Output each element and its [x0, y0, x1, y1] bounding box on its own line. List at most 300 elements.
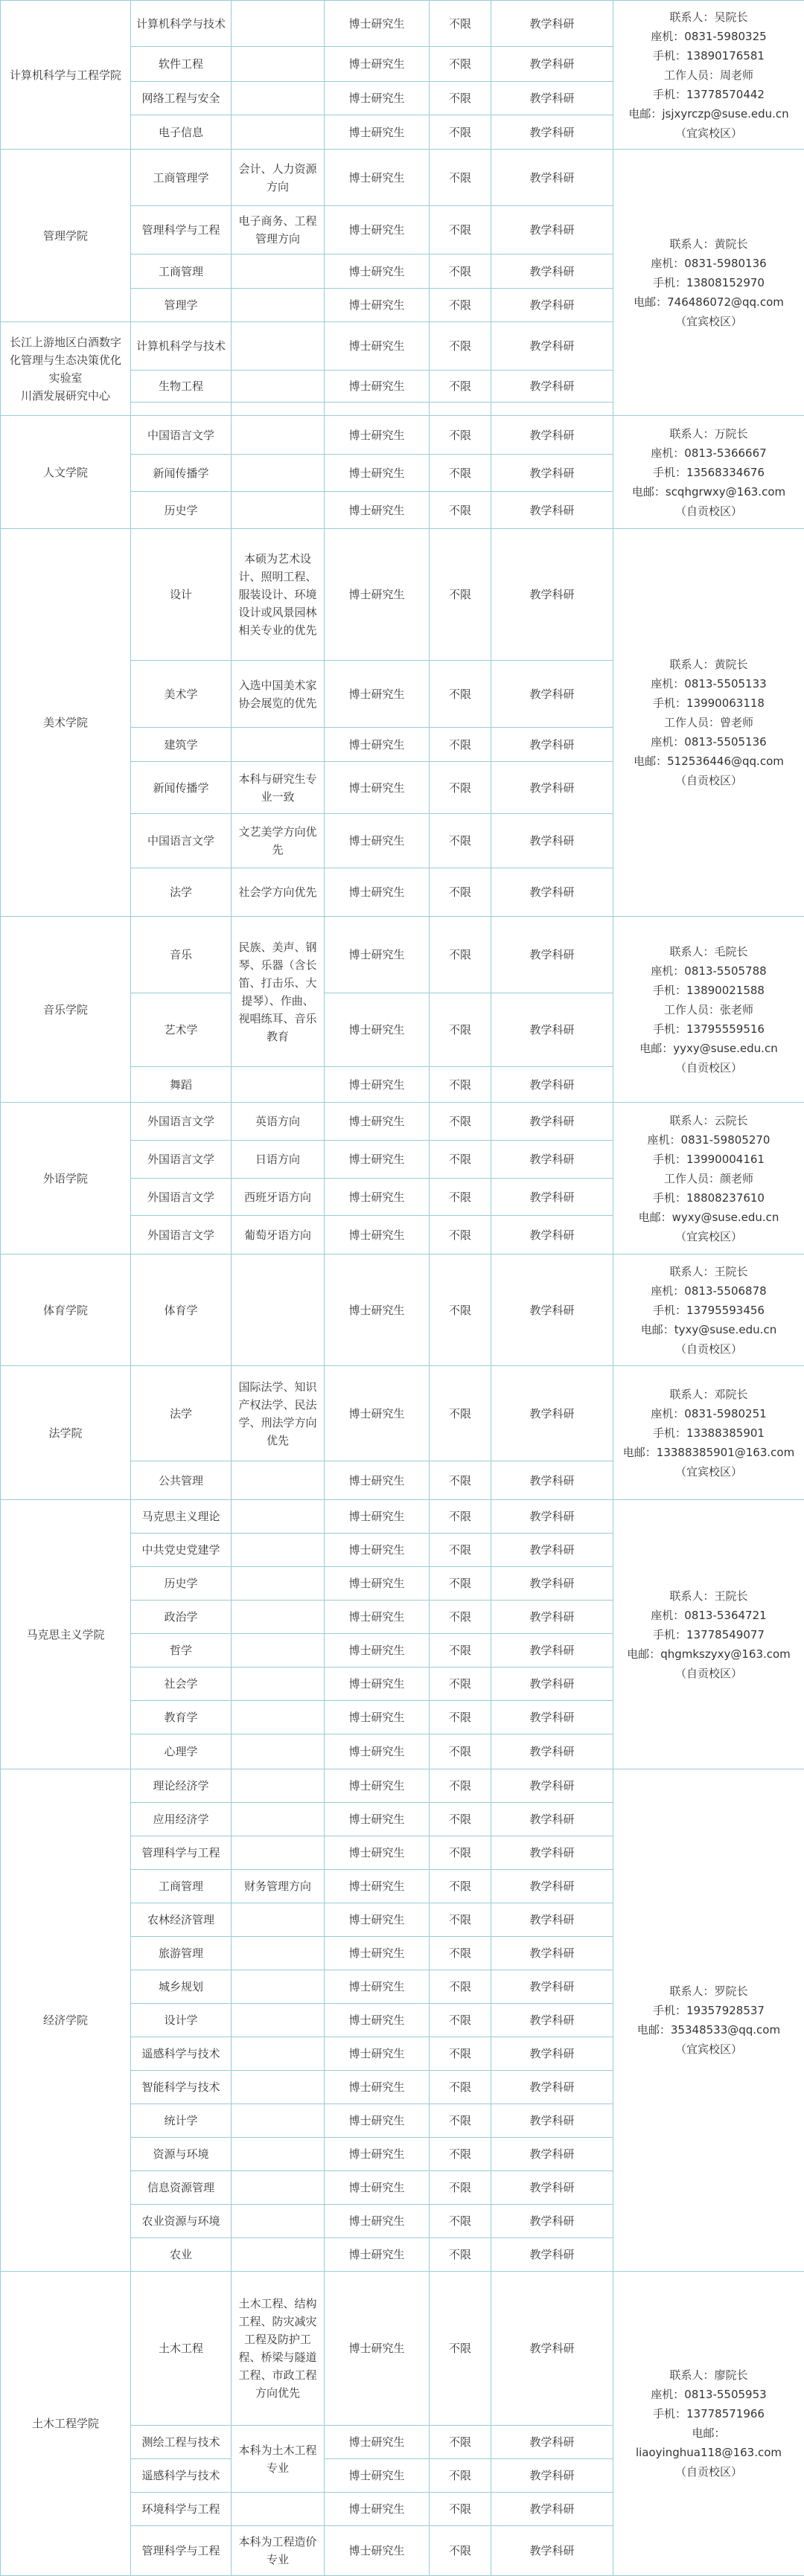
direction-cell: [232, 2037, 325, 2071]
direction-cell: 西班牙语方向: [232, 1179, 325, 1216]
degree-cell: 博士研究生: [325, 82, 430, 115]
major-cell: 农业资源与环境: [131, 2205, 232, 2238]
degree-cell: [325, 403, 430, 416]
direction-cell: [232, 1634, 325, 1667]
degree-cell: 博士研究生: [325, 1255, 430, 1366]
degree-cell: 博士研究生: [325, 289, 430, 322]
direction-cell: [232, 492, 325, 529]
age-cell: 不限: [430, 1836, 491, 1870]
age-cell: 不限: [430, 1, 491, 47]
college-cell: 体育学院: [1, 1255, 131, 1366]
direction-cell: [232, 47, 325, 82]
major-cell: 公共管理: [131, 1461, 232, 1500]
major-cell: 测绘工程与技术: [131, 2426, 232, 2459]
age-cell: 不限: [430, 1366, 491, 1461]
degree-cell: 博士研究生: [325, 2004, 430, 2037]
degree-cell: 博士研究生: [325, 529, 430, 661]
major-cell: 计算机科学与技术: [131, 1, 232, 47]
degree-cell: 博士研究生: [325, 1500, 430, 1534]
post-cell: 教学科研: [491, 1667, 613, 1701]
direction-cell: [232, 2171, 325, 2205]
direction-cell: 英语方向: [232, 1103, 325, 1141]
direction-cell: [232, 2004, 325, 2037]
major-cell: 体育学: [131, 1255, 232, 1366]
direction-cell: 国际法学、知识产权法学、民法学、刑法学方向优先: [232, 1366, 325, 1461]
direction-cell: 土木工程、结构工程、防灾减灾工程及防护工程、桥梁与隧道工程、市政工程方向优先: [232, 2272, 325, 2426]
age-cell: 不限: [430, 254, 491, 289]
post-cell: 教学科研: [491, 2071, 613, 2104]
direction-cell: 入选中国美术家协会展览的优先: [232, 661, 325, 728]
degree-cell: 博士研究生: [325, 1567, 430, 1601]
post-cell: 教学科研: [491, 917, 613, 993]
degree-cell: 博士研究生: [325, 1970, 430, 2004]
direction-cell: [232, 1667, 325, 1701]
age-cell: 不限: [430, 150, 491, 206]
major-cell: 工商管理学: [131, 150, 232, 206]
major-cell: 城乡规划: [131, 1970, 232, 2004]
post-cell: 教学科研: [491, 814, 613, 868]
age-cell: 不限: [430, 2238, 491, 2272]
direction-cell: 文艺美学方向优先: [232, 814, 325, 868]
major-cell: 艺术学: [131, 993, 232, 1067]
major-cell: 新闻传播学: [131, 455, 232, 492]
age-cell: 不限: [430, 1701, 491, 1734]
direction-cell: [232, 1255, 325, 1366]
post-cell: 教学科研: [491, 1836, 613, 1870]
direction-cell: 本科为土木工程专业: [232, 2426, 325, 2493]
age-cell: 不限: [430, 1216, 491, 1255]
table-row: [1, 416, 804, 455]
age-cell: 不限: [430, 2426, 491, 2459]
age-cell: 不限: [430, 1634, 491, 1667]
post-cell: 教学科研: [491, 1179, 613, 1216]
direction-cell: [232, 1903, 325, 1937]
degree-cell: 博士研究生: [325, 1937, 430, 1970]
age-cell: 不限: [430, 455, 491, 492]
age-cell: 不限: [430, 322, 491, 371]
degree-cell: 博士研究生: [325, 2037, 430, 2071]
post-cell: 教学科研: [491, 1903, 613, 1937]
age-cell: 不限: [430, 2526, 491, 2576]
direction-cell: 会计、人力资源方向: [232, 150, 325, 206]
major-cell: 土木工程: [131, 2272, 232, 2426]
degree-cell: 博士研究生: [325, 917, 430, 993]
age-cell: 不限: [430, 1461, 491, 1500]
degree-cell: 博士研究生: [325, 2171, 430, 2205]
degree-cell: 博士研究生: [325, 1634, 430, 1667]
major-cell: 中共党史党建学: [131, 1534, 232, 1567]
direction-cell: [232, 82, 325, 115]
age-cell: 不限: [430, 1667, 491, 1701]
direction-cell: 财务管理方向: [232, 1870, 325, 1903]
post-cell: 教学科研: [491, 2493, 613, 2526]
age-cell: 不限: [430, 1601, 491, 1634]
major-cell: 外国语言文学: [131, 1141, 232, 1179]
major-cell: 中国语言文学: [131, 814, 232, 868]
major-cell: 遥感科学与技术: [131, 2459, 232, 2493]
college-cell: 法学院: [1, 1366, 131, 1500]
college-cell: 马克思主义学院: [1, 1500, 131, 1769]
post-cell: 教学科研: [491, 2426, 613, 2459]
age-cell: 不限: [430, 814, 491, 868]
major-cell: 新闻传播学: [131, 762, 232, 814]
post-cell: 教学科研: [491, 868, 613, 917]
post-cell: 教学科研: [491, 254, 613, 289]
post-cell: 教学科研: [491, 1103, 613, 1141]
degree-cell: 博士研究生: [325, 993, 430, 1067]
post-cell: 教学科研: [491, 1937, 613, 1970]
major-cell: 音乐: [131, 917, 232, 993]
age-cell: 不限: [430, 1500, 491, 1534]
post-cell: 教学科研: [491, 1500, 613, 1534]
degree-cell: 博士研究生: [325, 1, 430, 47]
age-cell: 不限: [430, 993, 491, 1067]
major-cell: 遥感科学与技术: [131, 2037, 232, 2071]
degree-cell: 博士研究生: [325, 2238, 430, 2272]
post-cell: 教学科研: [491, 82, 613, 115]
table-row: [1, 1366, 804, 1461]
age-cell: 不限: [430, 1734, 491, 1769]
post-cell: 教学科研: [491, 455, 613, 492]
degree-cell: 博士研究生: [325, 206, 430, 254]
contact-cell: 联系人：云院长 座机：0831-59805270 手机：13990004161 工作人员：颜老师 手机：18808237610 电邮：wyxy@suse.edu.cn （宜宾校区）: [613, 1103, 804, 1255]
college-cell: 外语学院: [1, 1103, 131, 1255]
table-row: [1, 1769, 804, 1803]
major-cell: 中国语言文学: [131, 416, 232, 455]
major-cell: [131, 403, 232, 416]
table-body: [1, 1, 804, 2576]
major-cell: 外国语言文学: [131, 1179, 232, 1216]
direction-cell: [232, 2205, 325, 2238]
direction-cell: [232, 416, 325, 455]
major-cell: 理论经济学: [131, 1769, 232, 1803]
degree-cell: 博士研究生: [325, 1667, 430, 1701]
post-cell: 教学科研: [491, 1803, 613, 1836]
degree-cell: 博士研究生: [325, 2272, 430, 2426]
direction-cell: [232, 254, 325, 289]
direction-cell: [232, 1534, 325, 1567]
degree-cell: 博士研究生: [325, 762, 430, 814]
post-cell: [491, 403, 613, 416]
post-cell: 教学科研: [491, 1141, 613, 1179]
major-cell: 农林经济管理: [131, 1903, 232, 1937]
major-cell: 政治学: [131, 1601, 232, 1634]
direction-cell: [232, 1734, 325, 1769]
major-cell: 美术学: [131, 661, 232, 728]
major-cell: 管理学: [131, 289, 232, 322]
contact-cell: 联系人：廖院长 座机：0813-5505953 手机：13778571966 电邮： liaoyinghua118@163.com （自贡校区）: [613, 2272, 804, 2576]
degree-cell: 博士研究生: [325, 1870, 430, 1903]
major-cell: 法学: [131, 868, 232, 917]
age-cell: 不限: [430, 2104, 491, 2138]
post-cell: 教学科研: [491, 661, 613, 728]
degree-cell: 博士研究生: [325, 371, 430, 403]
post-cell: 教学科研: [491, 2526, 613, 2576]
direction-cell: [232, 289, 325, 322]
major-cell: 信息资源管理: [131, 2171, 232, 2205]
degree-cell: 博士研究生: [325, 2205, 430, 2238]
major-cell: 管理科学与工程: [131, 206, 232, 254]
post-cell: 教学科研: [491, 529, 613, 661]
age-cell: 不限: [430, 1937, 491, 1970]
post-cell: 教学科研: [491, 322, 613, 371]
degree-cell: 博士研究生: [325, 1769, 430, 1803]
post-cell: 教学科研: [491, 2171, 613, 2205]
major-cell: 计算机科学与技术: [131, 322, 232, 371]
major-cell: 历史学: [131, 492, 232, 529]
post-cell: 教学科研: [491, 1769, 613, 1803]
degree-cell: 博士研究生: [325, 322, 430, 371]
major-cell: 工商管理: [131, 254, 232, 289]
age-cell: 不限: [430, 728, 491, 762]
age-cell: 不限: [430, 1103, 491, 1141]
post-cell: 教学科研: [491, 1601, 613, 1634]
direction-cell: 本科为工程造价专业: [232, 2526, 325, 2576]
table-row: [1, 529, 804, 661]
age-cell: 不限: [430, 917, 491, 993]
table-row: [1, 1, 804, 47]
major-cell: 网络工程与安全: [131, 82, 232, 115]
age-cell: 不限: [430, 661, 491, 728]
age-cell: 不限: [430, 1803, 491, 1836]
major-cell: 舞蹈: [131, 1067, 232, 1103]
post-cell: 教学科研: [491, 728, 613, 762]
post-cell: 教学科研: [491, 206, 613, 254]
post-cell: 教学科研: [491, 371, 613, 403]
post-cell: 教学科研: [491, 2238, 613, 2272]
degree-cell: 博士研究生: [325, 1601, 430, 1634]
direction-cell: [232, 2493, 325, 2526]
age-cell: 不限: [430, 416, 491, 455]
major-cell: 统计学: [131, 2104, 232, 2138]
direction-cell: 本科与研究生专业一致: [232, 762, 325, 814]
degree-cell: 博士研究生: [325, 1461, 430, 1500]
degree-cell: 博士研究生: [325, 492, 430, 529]
degree-cell: 博士研究生: [325, 1366, 430, 1461]
degree-cell: 博士研究生: [325, 455, 430, 492]
direction-cell: [232, 371, 325, 403]
age-cell: 不限: [430, 868, 491, 917]
major-cell: 农业: [131, 2238, 232, 2272]
direction-cell: [232, 1, 325, 47]
major-cell: 应用经济学: [131, 1803, 232, 1836]
age-cell: 不限: [430, 1179, 491, 1216]
college-cell: 经济学院: [1, 1769, 131, 2272]
degree-cell: 博士研究生: [325, 1067, 430, 1103]
contact-cell: 联系人：王院长 座机：0813-5364721 手机：13778549077 电邮：qhgmkszyxy@163.com （自贡校区）: [613, 1500, 804, 1769]
post-cell: 教学科研: [491, 416, 613, 455]
age-cell: 不限: [430, 289, 491, 322]
post-cell: 教学科研: [491, 1366, 613, 1461]
degree-cell: 博士研究生: [325, 2493, 430, 2526]
degree-cell: 博士研究生: [325, 2071, 430, 2104]
post-cell: 教学科研: [491, 1634, 613, 1667]
age-cell: 不限: [430, 2205, 491, 2238]
post-cell: 教学科研: [491, 762, 613, 814]
degree-cell: 博士研究生: [325, 1103, 430, 1141]
age-cell: 不限: [430, 2037, 491, 2071]
degree-cell: 博士研究生: [325, 1534, 430, 1567]
major-cell: 软件工程: [131, 47, 232, 82]
degree-cell: 博士研究生: [325, 2526, 430, 2576]
degree-cell: 博士研究生: [325, 150, 430, 206]
direction-cell: [232, 1500, 325, 1534]
contact-cell: 联系人：罗院长 手机：19357928537 电邮：35348533@qq.com （宜宾校区）: [613, 1769, 804, 2272]
direction-cell: 日语方向: [232, 1141, 325, 1179]
major-cell: 电子信息: [131, 115, 232, 150]
post-cell: 教学科研: [491, 1255, 613, 1366]
major-cell: 马克思主义理论: [131, 1500, 232, 1534]
age-cell: 不限: [430, 1067, 491, 1103]
age-cell: 不限: [430, 47, 491, 82]
major-cell: 设计: [131, 529, 232, 661]
direction-cell: [232, 322, 325, 371]
table-row: [1, 1500, 804, 1534]
major-cell: 社会学: [131, 1667, 232, 1701]
age-cell: 不限: [430, 2459, 491, 2493]
direction-cell: [232, 2138, 325, 2171]
post-cell: 教学科研: [491, 2138, 613, 2171]
post-cell: 教学科研: [491, 2104, 613, 2138]
major-cell: 管理科学与工程: [131, 1836, 232, 1870]
post-cell: 教学科研: [491, 2272, 613, 2426]
age-cell: 不限: [430, 1567, 491, 1601]
major-cell: 建筑学: [131, 728, 232, 762]
major-cell: 外国语言文学: [131, 1216, 232, 1255]
direction-cell: 民族、美声、钢琴、乐器（含长笛、打击乐、大提琴）、作曲、视唱练耳、音乐教育: [232, 917, 325, 1067]
degree-cell: 博士研究生: [325, 115, 430, 150]
direction-cell: [232, 1701, 325, 1734]
direction-cell: [232, 1970, 325, 2004]
age-cell: 不限: [430, 2004, 491, 2037]
degree-cell: 博士研究生: [325, 1836, 430, 1870]
age-cell: 不限: [430, 371, 491, 403]
age-cell: 不限: [430, 2171, 491, 2205]
age-cell: 不限: [430, 1141, 491, 1179]
direction-cell: [232, 1601, 325, 1634]
post-cell: 教学科研: [491, 150, 613, 206]
age-cell: 不限: [430, 1769, 491, 1803]
post-cell: 教学科研: [491, 115, 613, 150]
degree-cell: 博士研究生: [325, 2104, 430, 2138]
direction-cell: [232, 728, 325, 762]
major-cell: 生物工程: [131, 371, 232, 403]
college-cell: 长江上游地区白酒数字化管理与生态决策优化实验室 川酒发展研究中心: [1, 322, 131, 416]
direction-cell: [232, 403, 325, 416]
post-cell: 教学科研: [491, 47, 613, 82]
age-cell: [430, 403, 491, 416]
college-cell: 计算机科学与工程学院: [1, 1, 131, 150]
degree-cell: 博士研究生: [325, 1701, 430, 1734]
major-cell: 管理科学与工程: [131, 2526, 232, 2576]
contact-cell: 联系人：黄院长 座机：0813-5505133 手机：13990063118 工作人员：曾老师 座机：0813-5505136 电邮：512536446@qq.com （自贡校区）: [613, 529, 804, 917]
degree-cell: 博士研究生: [325, 728, 430, 762]
degree-cell: 博士研究生: [325, 1179, 430, 1216]
major-cell: 心理学: [131, 1734, 232, 1769]
contact-cell: 联系人：邓院长 座机：0831-5980251 手机：13388385901 电邮：13388385901@163.com （宜宾校区）: [613, 1366, 804, 1500]
degree-cell: 博士研究生: [325, 1803, 430, 1836]
degree-cell: 博士研究生: [325, 661, 430, 728]
major-cell: 法学: [131, 1366, 232, 1461]
major-cell: 资源与环境: [131, 2138, 232, 2171]
direction-cell: [232, 1937, 325, 1970]
post-cell: 教学科研: [491, 1067, 613, 1103]
age-cell: 不限: [430, 1903, 491, 1937]
direction-cell: [232, 1769, 325, 1803]
table-row: [1, 2272, 804, 2426]
direction-cell: [232, 1567, 325, 1601]
post-cell: 教学科研: [491, 1216, 613, 1255]
direction-cell: [232, 1067, 325, 1103]
age-cell: 不限: [430, 206, 491, 254]
direction-cell: [232, 1836, 325, 1870]
degree-cell: 博士研究生: [325, 2426, 430, 2459]
age-cell: 不限: [430, 762, 491, 814]
post-cell: 教学科研: [491, 289, 613, 322]
age-cell: 不限: [430, 2272, 491, 2426]
direction-cell: 葡萄牙语方向: [232, 1216, 325, 1255]
post-cell: 教学科研: [491, 2037, 613, 2071]
college-cell: 土木工程学院: [1, 2272, 131, 2576]
college-cell: 音乐学院: [1, 917, 131, 1103]
major-cell: 设计学: [131, 2004, 232, 2037]
degree-cell: 博士研究生: [325, 868, 430, 917]
post-cell: 教学科研: [491, 492, 613, 529]
age-cell: 不限: [430, 529, 491, 661]
table-row: [1, 1103, 804, 1141]
college-cell: 管理学院: [1, 150, 131, 322]
post-cell: 教学科研: [491, 2205, 613, 2238]
major-cell: 旅游管理: [131, 1937, 232, 1970]
college-cell: 人文学院: [1, 416, 131, 529]
major-cell: 教育学: [131, 1701, 232, 1734]
degree-cell: 博士研究生: [325, 1734, 430, 1769]
degree-cell: 博士研究生: [325, 1141, 430, 1179]
contact-cell: 联系人：万院长 座机：0813-5366667 手机：13568334676 电邮：scqhgrwxy@163.com （自贡校区）: [613, 416, 804, 529]
post-cell: 教学科研: [491, 1970, 613, 2004]
post-cell: 教学科研: [491, 1734, 613, 1769]
direction-cell: 本硕为艺术设计、照明工程、服装设计、环境设计或风景园林相关专业的优先: [232, 529, 325, 661]
major-cell: 外国语言文学: [131, 1103, 232, 1141]
post-cell: 教学科研: [491, 1, 613, 47]
college-cell: 美术学院: [1, 529, 131, 917]
degree-cell: 博士研究生: [325, 254, 430, 289]
major-cell: 历史学: [131, 1567, 232, 1601]
contact-cell: 联系人：王院长 座机：0813-5506878 手机：13795593456 电邮：tyxy@suse.edu.cn （自贡校区）: [613, 1255, 804, 1366]
major-cell: 智能科学与技术: [131, 2071, 232, 2104]
age-cell: 不限: [430, 1870, 491, 1903]
post-cell: 教学科研: [491, 2004, 613, 2037]
age-cell: 不限: [430, 82, 491, 115]
direction-cell: [232, 2104, 325, 2138]
age-cell: 不限: [430, 1255, 491, 1366]
post-cell: 教学科研: [491, 993, 613, 1067]
direction-cell: 社会学方向优先: [232, 868, 325, 917]
degree-cell: 博士研究生: [325, 2459, 430, 2493]
post-cell: 教学科研: [491, 1870, 613, 1903]
post-cell: 教学科研: [491, 1534, 613, 1567]
age-cell: 不限: [430, 115, 491, 150]
major-cell: 哲学: [131, 1634, 232, 1667]
degree-cell: 博士研究生: [325, 416, 430, 455]
table-row: [1, 917, 804, 993]
contact-cell: 联系人：毛院长 座机：0813-5505788 手机：13890021588 工作人员：张老师 手机：13795559516 电邮：yyxy@suse.edu.cn （自贡校区）: [613, 917, 804, 1103]
age-cell: 不限: [430, 2071, 491, 2104]
direction-cell: [232, 115, 325, 150]
direction-cell: 电子商务、工程管理方向: [232, 206, 325, 254]
contact-cell: 联系人：黄院长 座机：0831-5980136 手机：13808152970 电邮：746486072@qq.com （宜宾校区）: [613, 150, 804, 416]
age-cell: 不限: [430, 2493, 491, 2526]
